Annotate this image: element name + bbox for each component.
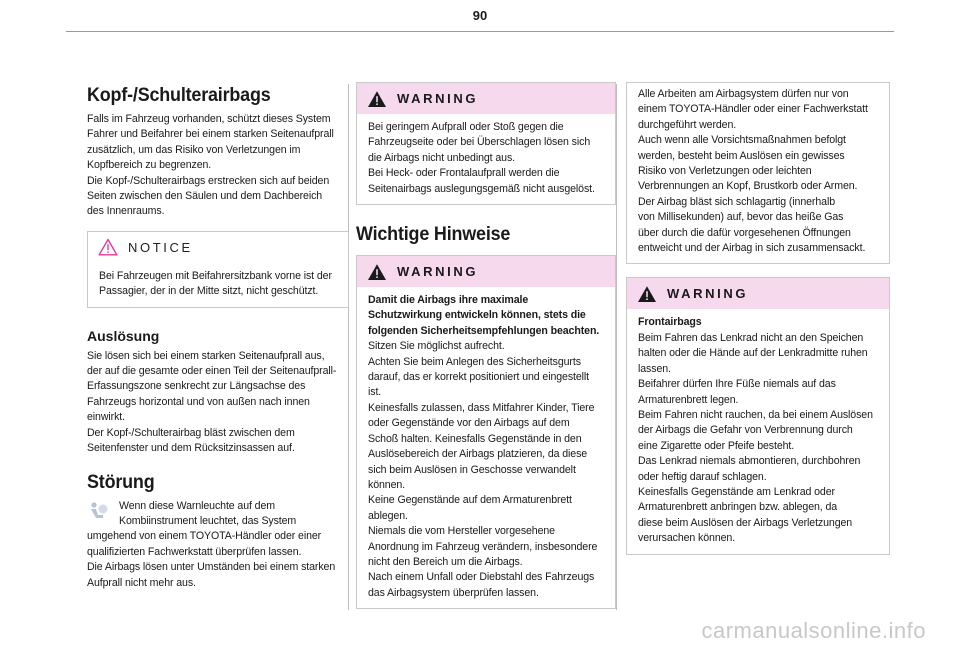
continued-body [627, 83, 889, 263]
intro-text: Falls im Fahrzeug vorhanden, schützt dieses System Fahrer und Beifahrer bei einem starken Seitenaufprall zusätzlich, um das Risiko von Verletzungen im Kopfbereich zu begrenzen. Die Kopf-/Schulterairbags erstrecken sich auf beiden Seiten zwischen den Säulen und dem Dachbereich des Innenraums. [87, 113, 334, 218]
warning-body-safety [357, 287, 615, 608]
warning-box-front [626, 277, 890, 554]
section-title-stoerung: Störung [87, 470, 155, 493]
stoerung-text: umgehend von einem TOYOTA-Händler oder einer qualifizierten Fachwerkstatt überprüfen lassen. Die Airbags lösen unter Umständen bei einem starken Aufprall nicht mehr aus. [87, 530, 336, 589]
warning-body-side [357, 114, 615, 204]
warning-side-text: Bei geringem Aufprall oder Stoß gegen die Fahrzeugseite oder bei Überschlagen lösen sich die Airbags nicht unbedingt aus. Bei Heck- oder Frontalaufprall werden die Seitenairbags auslegungsgemäß nicht ausgelöst. [368, 121, 595, 195]
stoerung-lamp-text: Wenn diese Warnleuchte auf dem Kombiinstrument leuchtet, das System [119, 499, 297, 527]
warning-triangle-icon [367, 90, 387, 108]
notice-box [87, 231, 349, 308]
column-2 [356, 82, 616, 609]
notice-text: Bei Fahrzeugen mit Beifahrersitzbank vorne ist der Passagier, der in der Mitte sitzt, nicht geschützt. [99, 269, 332, 298]
warning-front-text: Beim Fahren das Lenkrad nicht an den Speichen halten oder die Hände auf der Lenkradmitte ruhen lassen. Beifahrer dürfen Ihre Füße niemals auf das Armaturenbrett legen. Beim Fahren nicht rauchen, da bei einem Auslösen der Airbags die Gefahr von Verbrennung durch eine Zigarette oder Pfeife besteht. Das Lenkrad niemals abmontieren, durchbohren oder heftig darauf schlagen. Keinesfalls Gegenstände am Lenkrad oder Armaturenbrett anbringen bzw. ablegen, da diese beim Auslösen der Airbags Verletzungen verursachen können. [638, 331, 873, 545]
warning-triangle-icon [98, 238, 118, 256]
warning-lamp-row [87, 499, 349, 530]
continued-text: Alle Arbeiten am Airbagsystem dürfen nur von einem TOYOTA-Händler oder einer Fachwerkstatt durchgeführt werden. Auch wenn alle Vorsichtsmaßnahmen befolgt werden, besteht beim Auslösen ein gewisses Risiko von Verletzungen oder leichten Verbrennungen an Kopf, Brustkorb oder Armen. Der Airbag bläst sich schlagartig (innerhalb von Millisekunden) auf, bevor das heiße Gas über durch die dafür vorgesehenen Öffnungen entweicht und der Airbag in sich zusammensackt. [638, 88, 868, 255]
warning-label: WARNING [397, 264, 479, 280]
warning-header-side [357, 83, 615, 114]
column-3 [626, 82, 890, 555]
page-number: 90 [472, 8, 488, 23]
watermark: carmanualsonline.info [701, 618, 926, 643]
column-1 [87, 84, 349, 591]
notice-label: NOTICE [128, 239, 193, 255]
warning-safety-text: Sitzen Sie möglichst aufrecht. Achten Sie beim Anlegen des Sicherheitsgurts darauf, das er korrekt positioniert und eingestellt ist. Keinesfalls zulassen, dass Mitfahrer Kinder, Tiere oder Gegenstände vor den Airbags auf dem Schoß halten. Keinesfalls Gegenstände in den Auslösebereich der Airbags platzieren, da diese sich beim Auslösen in Geschosse verwandelt können. Keine Gegenstände auf dem Armaturenbrett ablegen. Niemals die vom Hersteller vorgesehene Anordnung im Fahrzeug verändern, insbesondere nicht den Bereich um die Airbags. Nach einem Unfall oder Diebstahl des Fahrzeugs das Airbagsystem überprüfen lassen. [368, 340, 598, 599]
ausloesung-text: Sie lösen sich bei einem starken Seitenaufprall aus, der auf die gesamte oder einen Teil der Seitenaufprall- Erfassungszone senkrecht zur Längsachse des Fahrzeugs horizontal und von außen nach innen einwirkt. Der Kopf-/Schulterairbag bläst zwischen dem Seitenfenster und dem Rücksitzinsassen auf. [87, 349, 337, 455]
warning-header-front [627, 278, 889, 309]
section-title-ausloesung: Auslösung [87, 327, 160, 344]
warning-box-side [356, 82, 616, 205]
warning-label: WARNING [397, 91, 479, 106]
section-title-wichtige-hinweise: Wichtige Hinweise [356, 223, 511, 246]
warning-header-safety [357, 256, 615, 287]
warning-triangle-icon [367, 263, 387, 281]
notice-header [88, 232, 348, 263]
warning-front-lead: Frontairbags [638, 316, 702, 329]
warning-body-front [627, 309, 889, 553]
continued-box [626, 82, 890, 264]
section-title-head-airbags: Kopf-/Schulterairbags [87, 84, 271, 106]
warning-box-safety [356, 255, 616, 609]
header-rule [66, 31, 894, 32]
warning-triangle-icon [637, 285, 657, 303]
airbag-warning-lamp-icon [87, 501, 109, 521]
notice-body [88, 263, 348, 307]
warning-label: WARNING [667, 286, 749, 302]
warning-safety-lead: Damit die Airbags ihre maximale Schutzwirkung entwickeln können, stets die folgenden Sicherheitsempfehlungen beachten. [368, 294, 600, 337]
column-divider-2 [616, 84, 617, 610]
